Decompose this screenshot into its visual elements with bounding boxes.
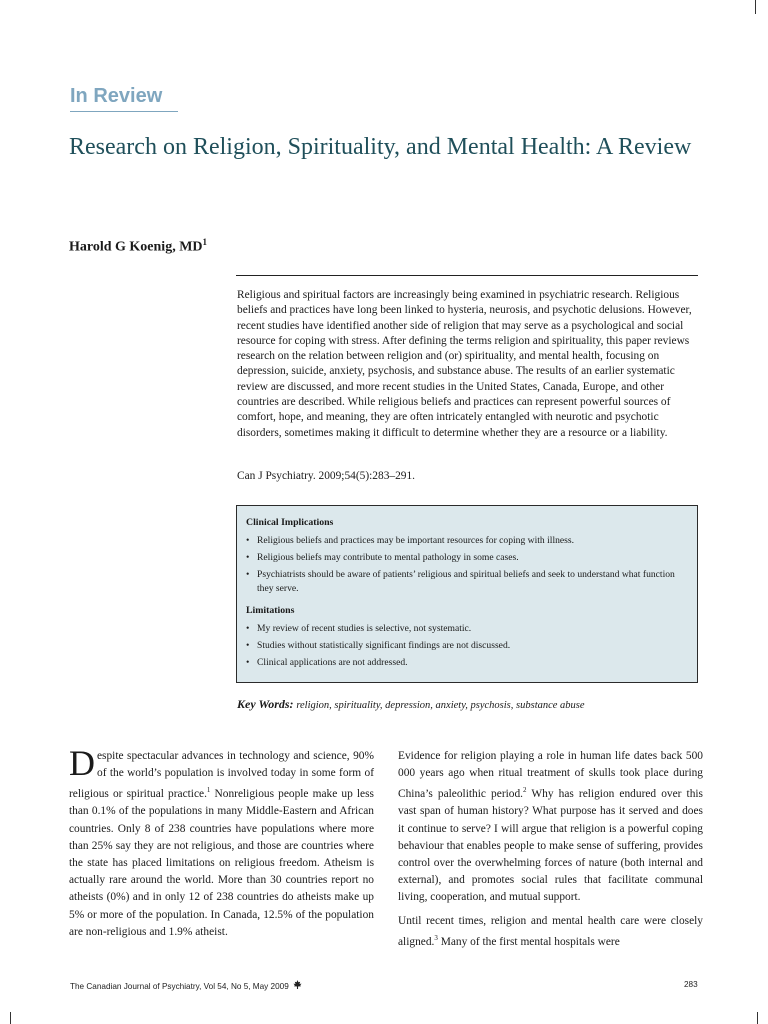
section-label: In Review — [70, 85, 163, 107]
reference-marker: 3 — [434, 933, 438, 942]
keywords-list: religion, spirituality, depression, anxiety, psychosis, substance abuse — [296, 700, 585, 711]
crop-mark-top-right — [755, 0, 756, 14]
list-item: • Clinical applications are not addressed. — [246, 657, 408, 668]
author-affiliation-marker: 1 — [202, 237, 208, 247]
reference-marker: 1 — [206, 786, 211, 795]
author-name: Harold G Koenig, MD — [69, 239, 203, 255]
list-item: • My review of recent studies is selective, not systematic. — [246, 623, 472, 634]
drop-cap: D — [69, 743, 95, 783]
reference-marker: 2 — [523, 786, 527, 795]
article-title: Research on Religion, Spirituality, and Mental Health: A Review — [69, 134, 692, 160]
author-line — [69, 237, 207, 256]
bullet-icon: • — [246, 535, 250, 546]
footer-journal — [70, 980, 302, 992]
list-item: • Religious beliefs may contribute to mental pathology in some cases. — [246, 552, 519, 563]
section-divider — [70, 111, 178, 112]
keywords-label: Key Words: — [237, 697, 294, 711]
bullet-icon: • — [246, 623, 250, 634]
bullet-icon: • — [246, 552, 250, 563]
list-item: • Psychiatrists should be aware of patients’ religious and spiritual beliefs and seek to understand what function they serve. — [246, 569, 675, 594]
clinical-implications-list — [246, 534, 690, 596]
body-column-right — [398, 748, 703, 951]
body-column-left — [69, 743, 374, 941]
bullet-icon: • — [246, 569, 250, 580]
body-paragraph: Despite spectacular advances in technology and science, 90% of the world’s population is involved today in some form of religious or spiritual practice.$^1$ Nonreligious people make up less than 0.1% of the populations in many Middle-Eastern and African countries. Only 8 of 238 countries have populations where more than 25% say they are not religious, and those are countries where the state has placed limitations on religious freedom. Atheism is actually rare around the world. More than 30 countries report no atheists (0%) and in only 12 of 238 countries do atheists make up 5% or more of the population. In Canada, 12.5% of the population are non-religious and 1.9% atheist. — [69, 743, 374, 938]
journal-citation: Can J Psychiatry. 2009;54(5):283–291. — [237, 470, 416, 482]
limitations-heading: Limitations — [246, 605, 295, 616]
limitations-list — [246, 622, 690, 670]
list-item: • Studies without statistically significant findings are not discussed. — [246, 640, 511, 651]
page-number: 283 — [684, 980, 698, 989]
crop-mark-bottom-right — [757, 1012, 758, 1024]
implications-box — [236, 505, 698, 683]
bullet-icon: • — [246, 640, 250, 651]
abstract-text: Religious and spiritual factors are increasingly being examined in psychiatric research. Religious beliefs and practices have long been linked to hysteria, neurosis, and psychotic delusions. However, recent studies have identified another side of religion that may serve as a psychological and social resource for coping with stress. After defining the terms religion and spirituality, this paper reviews research on the relation between religion and (or) spirituality, and mental health, focusing on depression, suicide, anxiety, psychosis, and substance abuse. The results of an earlier systematic review are discussed, and more recent studies in the United States, Canada, Europe, and other countries are described. While religious beliefs and practices can represent powerful sources of comfort, hope, and meaning, they are often intricately entangled with neurotic and psychotic disorders, sometimes making it difficult to determine whether they are a resource or a liability. — [237, 289, 692, 439]
crop-mark-bottom-left — [10, 1012, 11, 1024]
clinical-implications-heading: Clinical Implications — [246, 517, 334, 528]
keywords-line — [237, 697, 585, 712]
bullet-icon: • — [246, 657, 250, 668]
abstract-divider — [236, 275, 698, 276]
footer-journal-text: The Canadian Journal of Psychiatry, Vol 54, No 5, May 2009 — [70, 982, 289, 991]
body-paragraph: Until recent times, religion and mental health care were closely aligned.$^3$ Many of the first mental hospitals were — [398, 914, 703, 948]
maple-leaf-icon — [293, 980, 302, 992]
list-item: • Religious beliefs and practices may be important resources for coping with illness. — [246, 535, 575, 546]
body-paragraph: Evidence for religion playing a role in human life dates back 500 000 years ago when ritual treatment of skulls took place during China’s paleolithic period.$^2$ Why has religion endured over this vast span of human history? What purpose has it served and does it continue to serve? I will argue that religion is a powerful coping behaviour that enables people to make sense of suffering, provides control over the overwhelming forces of nature (both internal and external), and promotes social rules that facilitate communal living, cooperation, and mutual support. — [398, 750, 703, 904]
